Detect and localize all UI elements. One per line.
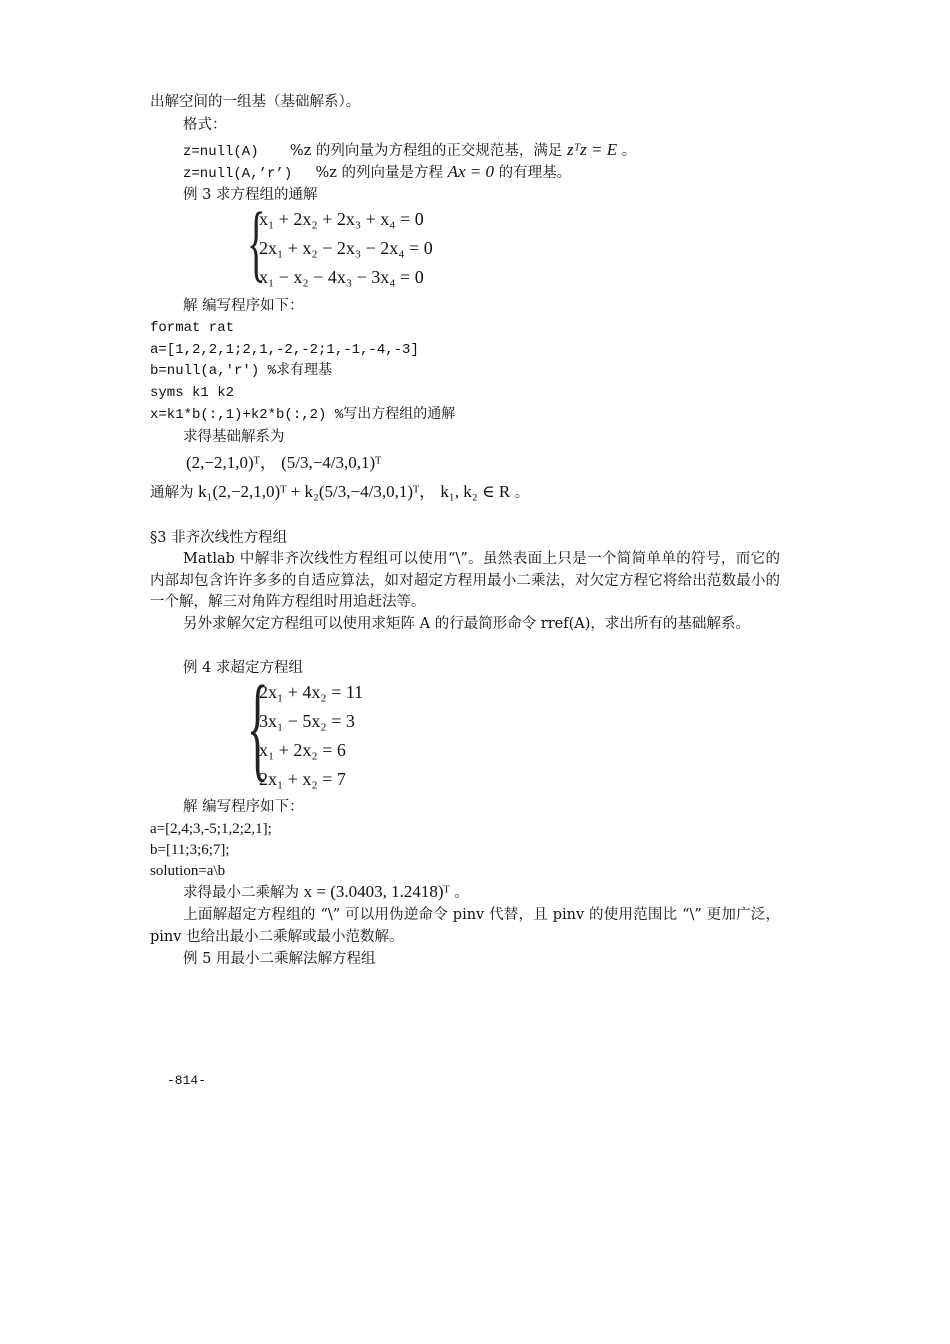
equation-system-4 [247, 661, 447, 796]
solution-3-label: 解 编写程序如下： [183, 298, 304, 314]
code-line: syms k1 k2 [150, 385, 235, 401]
left-brace: { [247, 661, 269, 792]
equation-line: 2x₁ + 4x₂ = 11 [259, 682, 364, 702]
example-5-title: 例 5 用最小二乘解法解方程组 [183, 951, 376, 967]
equation-line: 2x₁ + x₂ = 7 [259, 769, 346, 789]
code-line: b=null(a,'r') %求有理基 [150, 363, 333, 379]
paragraph [150, 549, 780, 614]
math-expression: zᵀz = E [566, 140, 618, 159]
paragraph-text: 上面解超定方程组的 “\” 可以用伪逆命令 pinv 代替，且 pinv 的使用范围比 “\” 更加广泛，pinv 也给出最小二乘解或最小范数解。 [150, 907, 780, 945]
least-squares-expression: x = (3.0403, 1.2418)ᵀ [303, 882, 450, 901]
equation-line: x₁ + 2x₂ + 2x₃ + x₄ = 0 [259, 209, 424, 229]
basis-vectors: (2,−2,1,0)ᵀ， (5/3,−4/3,0,1)ᵀ [186, 453, 382, 472]
text-span: %z 的列向量是方程 [315, 165, 443, 181]
code-line: a=[2,4;3,-5;1,2;2,1]; [150, 821, 272, 837]
math-expression: Ax = 0 [447, 162, 494, 181]
least-squares-line [183, 880, 469, 905]
equation-system-3 [247, 194, 507, 295]
equation-line: 3x₁ − 5x₂ = 3 [259, 711, 355, 731]
text-span: 通解为 [150, 485, 194, 501]
left-brace: { [247, 194, 266, 290]
equation-line: x₁ − x₂ − 4x₃ − 3x₄ = 0 [259, 267, 424, 287]
code-snippet: z=null(A) [183, 144, 259, 160]
general-solution-line [150, 480, 529, 505]
text-span: 的有理基。 [498, 165, 572, 181]
text-span: 。 [514, 485, 530, 501]
paragraph [150, 614, 780, 636]
page-number: -814- [167, 1073, 207, 1088]
text-span: %z 的列向量为方程组的正交规范基，满足 [289, 143, 563, 159]
null-rational-line [183, 162, 571, 184]
null-format-line [183, 140, 636, 162]
text-span: 。 [621, 143, 637, 159]
code-line: a=[1,2,2,1;2,1,-2,-2;1,-1,-4,-3] [150, 342, 419, 358]
equation-line: x₁ + 2x₂ = 6 [259, 740, 346, 760]
solution-4-label: 解 编写程序如下： [183, 799, 304, 815]
code-snippet: z=null(A,’r’) [183, 166, 293, 182]
example-4-title: 例 4 求超定方程组 [183, 660, 303, 676]
basis-intro: 求得基础解系为 [183, 429, 285, 445]
text-span: 。 [454, 885, 469, 901]
equation-line: 2x₁ + x₂ − 2x₃ − 2x₄ = 0 [259, 238, 433, 258]
paragraph-text: 另外求解欠定方程组可以使用求矩阵 A 的行最简形命令 rref(A)，求出所有的基础解系。 [183, 616, 750, 632]
code-line: format rat [150, 320, 235, 336]
paragraph [150, 905, 780, 948]
code-line: solution=a\b [150, 863, 226, 879]
format-label: 格式： [183, 117, 227, 133]
code-line: b=[11;3;6;7]; [150, 842, 230, 858]
code-line: x=k1*b(:,1)+k2*b(:,2) %写出方程组的通解 [150, 407, 456, 423]
section-heading: §3 非齐次线性方程组 [150, 530, 288, 546]
text-span: 求得最小二乘解为 [183, 885, 299, 901]
text-line: 出解空间的一组基（基础解系）。 [150, 94, 361, 110]
general-solution-expression: k₁(2,−2,1,0)ᵀ + k₂(5/3,−4/3,0,1)ᵀ， k₁, k₂ ∈ R [198, 482, 511, 501]
example-3-title: 例 3 求方程组的通解 [183, 187, 318, 203]
paragraph-text: Matlab 中解非齐次线性方程组可以使用“\”。虽然表面上只是一个简简单单的符号，而它的内部却包含许许多多的自适应算法，如对超定方程用最小二乘法，对欠定方程它将给出范数最小的一个解，解三对角阵方程组时用追赶法等。 [150, 551, 780, 610]
